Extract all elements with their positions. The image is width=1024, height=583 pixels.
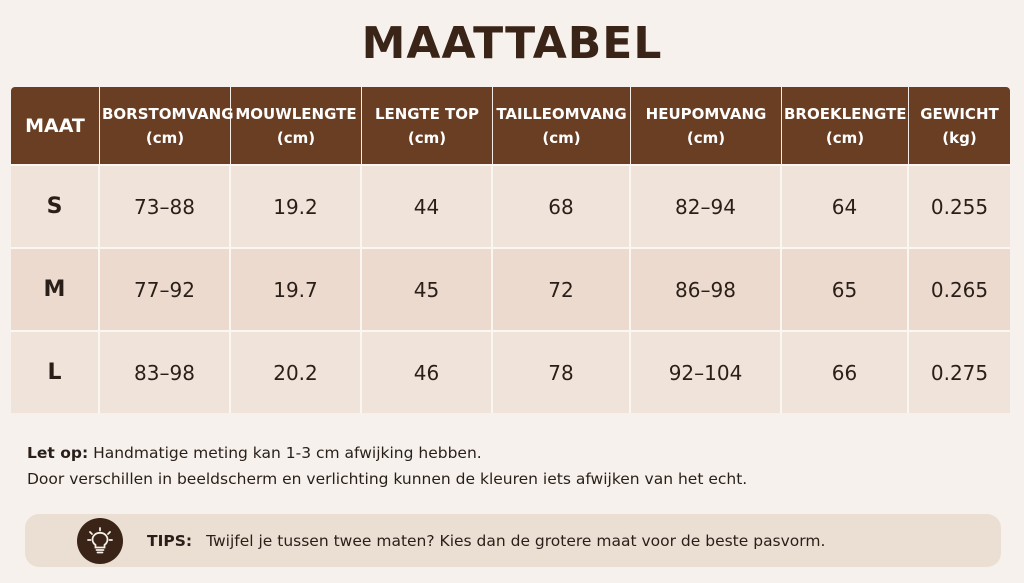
header-maat: MAAT [11, 87, 100, 164]
header-lengte-top [362, 87, 493, 164]
header-label: LENGTE TOP [374, 104, 480, 123]
table-cell: 78 [493, 330, 631, 413]
table-row [11, 164, 1010, 247]
table-cell: 92–104 [631, 330, 782, 413]
size-cell: S [11, 164, 100, 247]
tips-banner [25, 514, 1001, 567]
table-cell: 77–92 [100, 247, 231, 330]
table-cell: 46 [362, 330, 493, 413]
header-label: GEWICHT [920, 104, 999, 123]
table-cell: 68 [493, 164, 631, 247]
header-unit: (cm) [542, 128, 581, 147]
table-cell: 72 [493, 247, 631, 330]
header-mouwlengte [231, 87, 362, 164]
header-unit: (cm) [825, 128, 865, 147]
size-cell: L [11, 330, 100, 413]
header-gewicht [909, 87, 1010, 164]
header-label: TAILLEOMVANG [496, 104, 627, 123]
size-table [11, 87, 1010, 413]
header-label: BROEKLENGTE [784, 104, 907, 123]
header-unit: (cm) [145, 128, 185, 147]
table-cell: 19.2 [231, 164, 362, 247]
tips-text: Twijfel je tussen twee maten? Kies dan de grotere maat voor de beste pasvorm. [206, 531, 826, 550]
note-text: Handmatige meting kan 1-3 cm afwijking hebben. [93, 444, 482, 462]
table-cell: 66 [782, 330, 909, 413]
table-cell: 65 [782, 247, 909, 330]
page-title: MAATTABEL [361, 18, 663, 69]
header-unit: (kg) [942, 128, 977, 147]
table-row [11, 330, 1010, 413]
header-broeklengte [782, 87, 909, 164]
table-row [11, 247, 1010, 330]
header-label: MOUWLENGTE [235, 104, 357, 123]
table-cell: 20.2 [231, 330, 362, 413]
table-cell: 0.275 [909, 330, 1010, 413]
table-cell: 82–94 [631, 164, 782, 247]
notes [27, 440, 747, 492]
table-cell: 86–98 [631, 247, 782, 330]
note-line-1 [27, 440, 747, 466]
header-label: BORSTOMVANG [102, 104, 234, 123]
header-label: HEUPOMVANG [645, 104, 767, 123]
table-header-row [11, 87, 1010, 164]
table-cell: 0.255 [909, 164, 1010, 247]
table-cell: 64 [782, 164, 909, 247]
lightbulb-icon [77, 518, 123, 564]
table-cell: 73–88 [100, 164, 231, 247]
note-line-2: Door verschillen in beeldscherm en verlichting kunnen de kleuren iets afwijken van het echt. [27, 470, 748, 488]
header-unit: (cm) [407, 128, 447, 147]
header-borstomvang [100, 87, 234, 164]
header-heupomvang [631, 87, 782, 164]
note-label: Let op: [27, 444, 89, 462]
size-cell: M [11, 247, 100, 330]
table-cell: 19.7 [231, 247, 362, 330]
table-cell: 44 [362, 164, 493, 247]
header-unit: (cm) [276, 128, 316, 147]
table-cell: 83–98 [100, 330, 231, 413]
header-unit: (cm) [686, 128, 726, 147]
table-cell: 0.265 [909, 247, 1010, 330]
table-cell: 45 [362, 247, 493, 330]
tips-label: TIPS: [147, 531, 193, 550]
header-tailleomvang [493, 87, 631, 164]
